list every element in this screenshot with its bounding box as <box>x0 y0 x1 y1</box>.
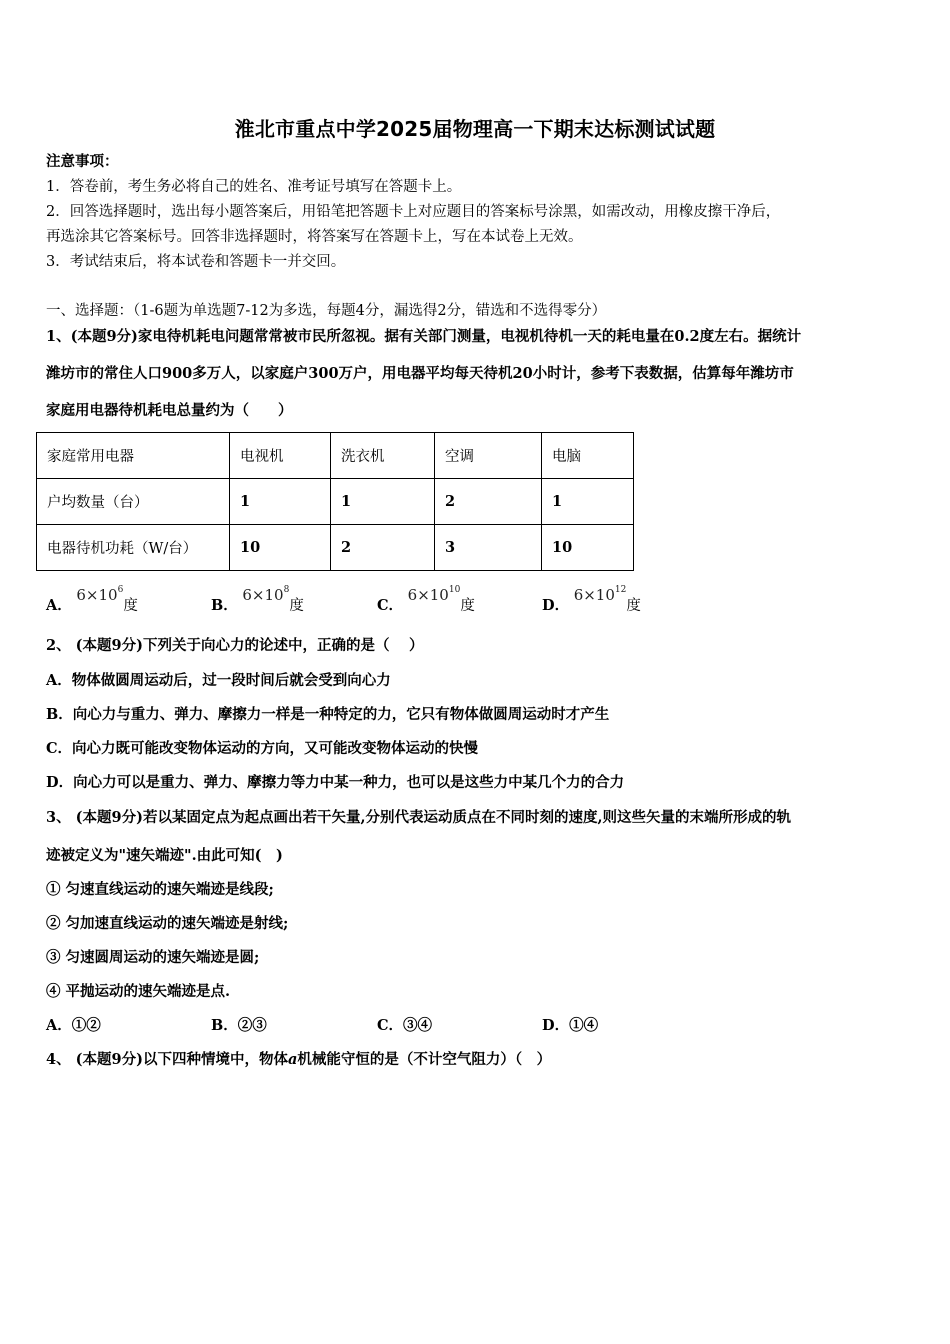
q3-option-a[interactable]: A．①② <box>46 1017 101 1034</box>
option-label: D． <box>542 597 570 614</box>
q3-statement-2: ② 匀加速直线运动的速矢端迹是射线; <box>46 915 289 932</box>
table-header-cell: 家庭常用电器 <box>37 433 230 479</box>
exam-title: 淮北市重点中学2025届物理高一下期末达标测试试题 <box>234 117 716 141</box>
option-unit: 度 <box>289 598 304 614</box>
table-header-cell: 空调 <box>435 433 542 479</box>
option-unit: 度 <box>626 598 641 614</box>
table-header-cell: 洗衣机 <box>331 433 435 479</box>
option-label: B． <box>211 597 238 614</box>
q2-stem: 2、 (本题9分)下列关于向心力的论述中，正确的是（ ） <box>46 637 424 654</box>
notice-item-2: 2．回答选择题时，选出每小题答案后，用铅笔把答题卡上对应题目的答案标号涂黑，如需改动，用橡皮擦干净后， <box>46 204 781 220</box>
table-cell: 1 <box>331 479 435 525</box>
option-formula: $6\times 10^8$ <box>242 585 290 604</box>
q4-stem: 4、 (本题9分)以下四种情境中，物体a机械能守恒的是（不计空气阻力）（ ） <box>46 1051 552 1068</box>
option-formula: $6\times 10^{12}$ <box>573 585 627 604</box>
q1-option-c[interactable] <box>377 585 475 616</box>
q2-option-a[interactable]: A．物体做圆周运动后，过一段时间后就会受到向心力 <box>46 672 391 689</box>
table-cell: 10 <box>230 525 331 571</box>
notice-item-3: 3．考试结束后，将本试卷和答题卡一并交回。 <box>46 254 346 270</box>
notice-item-1: 1．答卷前，考生务必将自己的姓名、准考证号填写在答题卡上。 <box>46 179 462 195</box>
q1-option-b[interactable] <box>211 585 304 616</box>
table-cell: 1 <box>542 479 634 525</box>
option-unit: 度 <box>460 598 475 614</box>
q3-stem-line-2: 迹被定义为"速矢端迹".由此可知( ) <box>46 847 283 864</box>
table-cell: 电器待机功耗（W/台） <box>37 525 230 571</box>
q2-option-c[interactable]: C．向心力既可能改变物体运动的方向，又可能改变物体运动的快慢 <box>46 740 479 757</box>
table-cell: 2 <box>331 525 435 571</box>
option-label: C． <box>377 597 404 614</box>
section-heading: 一、选择题：（1-6题为单选题7-12为多选，每题4分，漏选得2分，错选和不选得零分） <box>46 303 607 319</box>
q3-stem-line-1: 3、 (本题9分)若以某固定点为起点画出若干矢量,分别代表运动质点在不同时刻的速度,则这些矢量的末端所形成的轨 <box>46 809 792 826</box>
table-row <box>37 479 634 525</box>
q3-statement-3: ③ 匀速圆周运动的速矢端迹是圆; <box>46 949 260 966</box>
q1-stem-line-3: 家庭用电器待机耗电总量约为（ ） <box>46 402 293 419</box>
table-cell: 10 <box>542 525 634 571</box>
table-header-cell: 电脑 <box>542 433 634 479</box>
q1-stem-line-1: 1、(本题9分)家电待机耗电问题常常被市民所忽视。据有关部门测量，电视机待机一天的耗电量在0.2度左右。据统计 <box>46 328 802 345</box>
table-header-row <box>37 433 634 479</box>
q3-statement-1: ① 匀速直线运动的速矢端迹是线段; <box>46 881 274 898</box>
table-cell: 户均数量（台） <box>37 479 230 525</box>
q1-stem-line-2: 潍坊市的常住人口900多万人，以家庭户300万户，用电器平均每天待机20小时计，参考下表数据，估算每年潍坊市 <box>46 365 794 382</box>
q1-option-a[interactable] <box>46 585 138 616</box>
option-formula: $6\times 10^{10}$ <box>407 585 461 604</box>
table-cell: 3 <box>435 525 542 571</box>
table-cell: 1 <box>230 479 331 525</box>
q3-statement-4: ④ 平抛运动的速矢端迹是点. <box>46 983 231 1000</box>
q2-option-d[interactable]: D．向心力可以是重力、弹力、摩擦力等力中某一种力，也可以是这些力中某几个力的合力 <box>46 774 625 791</box>
table-cell: 2 <box>435 479 542 525</box>
q2-option-b[interactable]: B．向心力与重力、弹力、摩擦力一样是一种特定的力，它只有物体做圆周运动时才产生 <box>46 706 610 723</box>
appliance-table <box>36 432 634 571</box>
table-row <box>37 525 634 571</box>
notice-heading: 注意事项： <box>46 153 119 170</box>
option-formula: $6\times 10^6$ <box>76 585 124 604</box>
notice-item-2-cont: 再选涂其它答案标号。回答非选择题时，将答案写在答题卡上，写在本试卷上无效。 <box>46 229 583 245</box>
q1-option-d[interactable] <box>542 585 641 616</box>
table-header-cell: 电视机 <box>230 433 331 479</box>
q4-variable: a <box>287 1051 298 1068</box>
q3-option-d[interactable]: D．①④ <box>542 1017 599 1034</box>
q3-option-b[interactable]: B．②③ <box>211 1017 267 1034</box>
option-label: A． <box>46 597 72 614</box>
q3-option-c[interactable]: C．③④ <box>377 1017 433 1034</box>
option-unit: 度 <box>123 598 138 614</box>
